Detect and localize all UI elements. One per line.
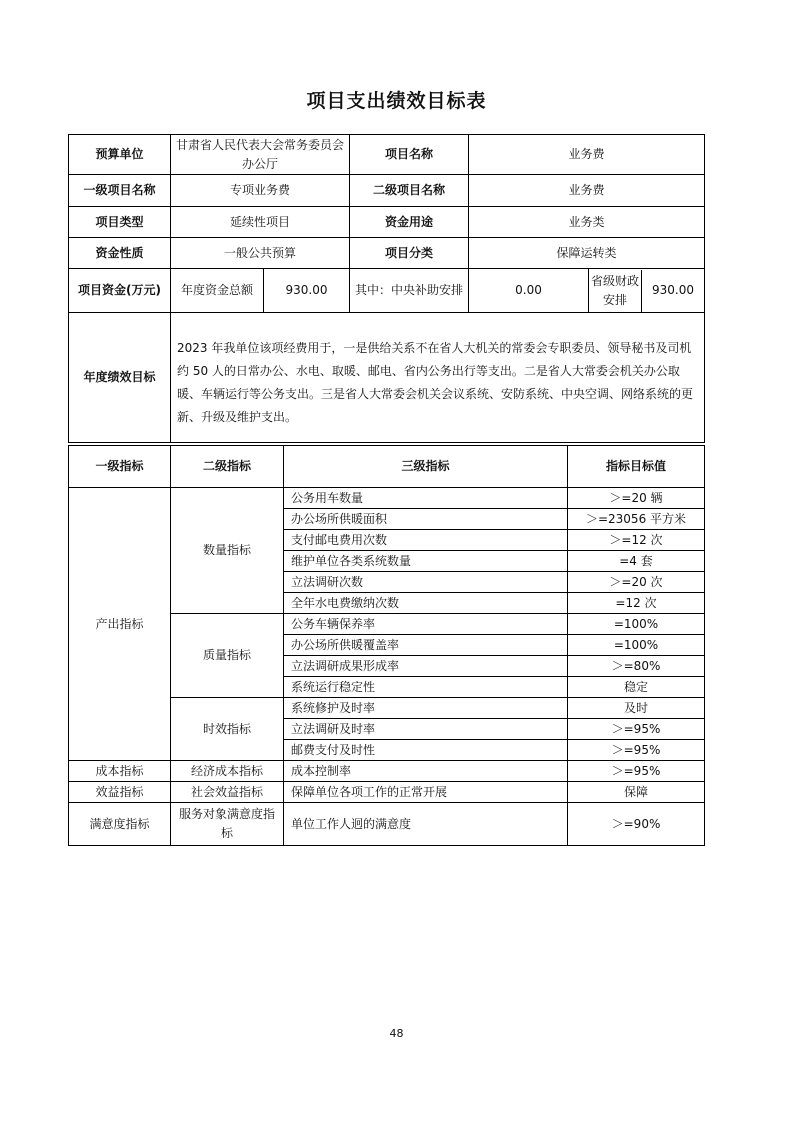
project-type-value: 延续性项目 [171,207,350,238]
header-level3: 三级指标 [284,446,568,488]
indicator-name: 系统修护及时率 [284,698,568,719]
indicator-name: 立法调研及时率 [284,719,568,740]
indicator-name: 邮费支付及时性 [284,740,568,761]
indicator-name: 办公场所供暖面积 [284,509,568,530]
level2-project-value: 业务费 [469,175,705,207]
annual-goal-label: 年度绩效目标 [69,313,171,443]
group-satisfaction: 满意度指标 [69,803,171,846]
group-economic-cost: 经济成本指标 [171,761,284,782]
provincial-funds-value: 930.00 [652,283,695,297]
header-target: 指标目标值 [568,446,705,488]
provincial-funds-label: 省级财政安排 [589,270,642,312]
group-benefit: 效益指标 [69,782,171,803]
indicator-name: 全年水电费缴纳次数 [284,593,568,614]
budget-unit-value: 甘肃省人民代表大会常务委员会办公厅 [171,135,350,175]
indicator-target: ＞=20 辆 [568,488,705,509]
indicator-target: ＞=95% [568,761,705,782]
indicator-name: 立法调研成果形成率 [284,656,568,677]
indicator-target: 保障 [568,782,705,803]
indicator-target: ＞=12 次 [568,530,705,551]
header-level1: 一级指标 [69,446,171,488]
group-cost: 成本指标 [69,761,171,782]
indicator-table [68,445,705,846]
page-number: 48 [389,1027,404,1040]
fund-nature-label: 资金性质 [69,238,171,269]
fund-usage-value: 业务类 [469,207,705,238]
indicator-target: ＞=23056 平方米 [568,509,705,530]
level1-project-value: 专项业务费 [171,175,350,207]
page-title: 项目支出绩效目标表 [306,90,487,112]
group-quality: 质量指标 [171,614,284,698]
indicator-target: ＞=95% [568,719,705,740]
indicator-target: ＞=20 次 [568,572,705,593]
provincial-funds-cell [589,269,705,313]
group-output: 产出指标 [69,488,171,761]
budget-unit-label: 预算单位 [69,135,171,175]
indicator-name: 立法调研次数 [284,572,568,593]
level1-project-label: 一级项目名称 [69,175,171,207]
indicator-name: 维护单位各类系统数量 [284,551,568,572]
project-type-label: 项目类型 [69,207,171,238]
group-service-satisfaction: 服务对象满意度指标 [171,803,284,846]
annual-goal-text: 2023 年我单位该项经费用于，一是供给关系不在省人大机关的常委会专职委员、领导秘书及司机约 50 人的日常办公、水电、取暖、邮电、省内公务出行等支出。二是省人大常委会机关办公取暖、车辆运行等公务支出。三是省人大常委会机关会议系统、安防系统、中央空调、网络系统的更新、升级及维护支出。 [171,313,705,443]
indicator-name: 支付邮电费用次数 [284,530,568,551]
group-social-benefit: 社会效益指标 [171,782,284,803]
annual-total-value: 930.00 [264,269,350,313]
annual-total-label: 年度资金总额 [171,269,264,313]
project-name-value: 业务费 [469,135,705,175]
fund-usage-label: 资金用途 [350,207,469,238]
indicator-target: 稳定 [568,677,705,698]
indicator-name: 系统运行稳定性 [284,677,568,698]
central-subsidy-label: 其中：中央补助安排 [350,269,469,313]
indicator-target: =12 次 [568,593,705,614]
indicator-target: =100% [568,635,705,656]
group-quantity: 数量指标 [171,488,284,614]
group-timeliness: 时效指标 [171,698,284,761]
indicator-name: 成本控制率 [284,761,568,782]
header-level2: 二级指标 [171,446,284,488]
indicator-name: 公务车辆保养率 [284,614,568,635]
indicator-name: 公务用车数量 [284,488,568,509]
indicator-name: 单位工作人迥的满意度 [284,803,568,846]
fund-nature-value: 一般公共预算 [171,238,350,269]
indicator-target: =100% [568,614,705,635]
indicator-target: =4 套 [568,551,705,572]
central-subsidy-value: 0.00 [469,269,589,313]
project-category-value: 保障运转类 [469,238,705,269]
indicator-name: 办公场所供暖覆盖率 [284,635,568,656]
indicator-name: 保障单位各项工作的正常开展 [284,782,568,803]
indicator-target: ＞=90% [568,803,705,846]
indicator-target: ＞=80% [568,656,705,677]
project-info-table [68,134,705,443]
project-category-label: 项目分类 [350,238,469,269]
project-funds-label: 项目资金(万元) [69,269,171,313]
indicator-target: 及时 [568,698,705,719]
indicator-target: ＞=95% [568,740,705,761]
project-name-label: 项目名称 [350,135,469,175]
level2-project-label: 二级项目名称 [350,175,469,207]
